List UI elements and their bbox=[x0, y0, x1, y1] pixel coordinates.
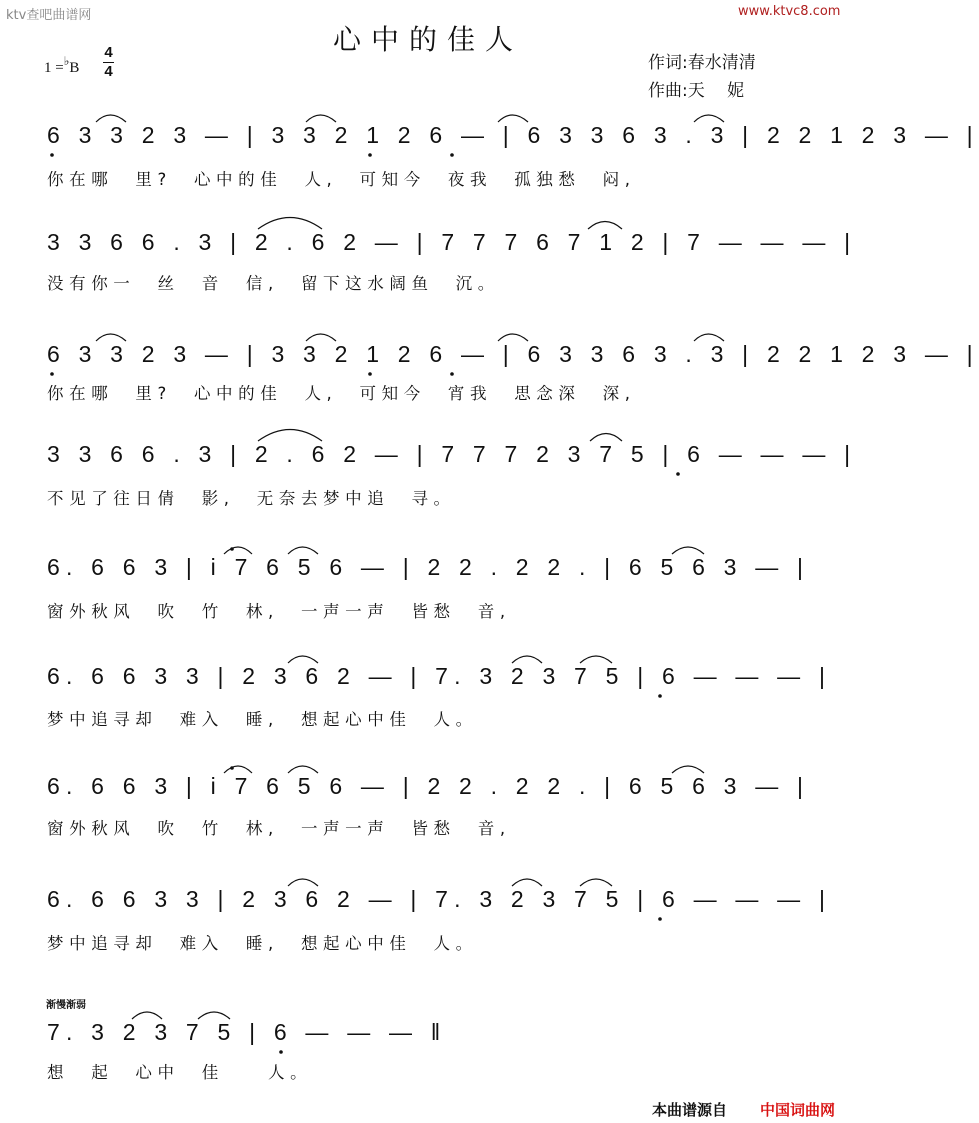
slur bbox=[590, 434, 622, 442]
system-3-notes: 6 3 3 2 3 — | 3 3 2 1 2 6 — | 6 3 3 6 3 . 3 | 2 2 1 2 3 — | bbox=[47, 341, 979, 367]
system-8-notes: 6. 6 6 3 3 | 2 3 6 2 — | 7. 3 2 3 7 5 | 6 — — — | bbox=[47, 886, 832, 912]
system-2-notes: 3 3 6 6 . 3 | 2 . 6 2 — | 7 7 7 6 7 1 2 | 7 — — — | bbox=[47, 229, 857, 255]
slur bbox=[588, 222, 622, 230]
system-4-notes: 3 3 6 6 . 3 | 2 . 6 2 — | 7 7 7 2 3 7 5 | 6 — — — | bbox=[47, 441, 857, 467]
system-5-notes: 6. 6 6 3 | i 7 6 5 6 — | 2 2 . 2 2 . | 6 5 6 3 — | bbox=[47, 554, 810, 580]
octave-dot bbox=[230, 547, 234, 551]
slur bbox=[258, 430, 322, 442]
key-note: B bbox=[69, 60, 80, 76]
octave-dot bbox=[658, 917, 662, 921]
slur bbox=[96, 334, 126, 341]
octave-dot bbox=[658, 694, 662, 698]
slur bbox=[132, 1012, 162, 1019]
watermark-right: www.ktvc8.com bbox=[738, 4, 841, 19]
slur bbox=[198, 1012, 230, 1019]
slur bbox=[672, 766, 704, 773]
expression-mark: 渐慢渐弱 bbox=[46, 1000, 86, 1011]
slur bbox=[306, 115, 336, 122]
octave-dot bbox=[279, 1050, 283, 1054]
flat-sign: ♭ bbox=[63, 54, 70, 68]
slur bbox=[288, 547, 318, 554]
meter-top: 4 bbox=[104, 44, 113, 61]
slur bbox=[96, 115, 126, 122]
footer-source-label: 本曲谱源自 bbox=[652, 1101, 728, 1119]
footer-site-link[interactable]: 中国词曲网 bbox=[760, 1101, 836, 1119]
octave-dot bbox=[50, 153, 54, 157]
slur bbox=[306, 334, 336, 341]
system-1-lyrics: 你在哪 里? 心中的佳 人, 可知今 夜我 孤独愁 闷, bbox=[47, 170, 636, 189]
slur bbox=[512, 656, 542, 663]
watermark-left: ktv查吧曲谱网 bbox=[6, 8, 92, 23]
system-3-lyrics: 你在哪 里? 心中的佳 人, 可知今 宵我 思念深 深, bbox=[47, 384, 636, 403]
octave-dot bbox=[230, 766, 234, 770]
system-7-lyrics: 窗外秋风 吹 竹 林, 一声一声 皆愁 音, bbox=[47, 819, 511, 838]
octave-dot bbox=[50, 372, 54, 376]
slur bbox=[288, 656, 318, 663]
slur bbox=[288, 879, 318, 886]
system-6-lyrics: 梦中追寻却 难入 睡, 想起心中佳 人。 bbox=[47, 710, 478, 729]
slur bbox=[694, 334, 724, 341]
song-title: 心中的佳人 bbox=[332, 23, 523, 56]
composer-credit: 作曲:天 妮 bbox=[648, 81, 745, 101]
slur bbox=[694, 115, 724, 122]
system-9-lyrics: 想 起 心中 佳 人。 bbox=[47, 1063, 313, 1082]
octave-dot bbox=[450, 153, 454, 157]
octave-dot bbox=[368, 372, 372, 376]
slur bbox=[498, 334, 528, 341]
slur bbox=[580, 879, 612, 886]
slur bbox=[224, 547, 252, 554]
slur bbox=[258, 218, 322, 230]
slur bbox=[288, 766, 318, 773]
system-9-notes: 7. 3 2 3 7 5 | 6 — — — ‖ bbox=[47, 1019, 447, 1045]
system-4-lyrics: 不见了往日倩 影, 无奈去梦中追 寻。 bbox=[47, 489, 456, 508]
system-7-notes: 6. 6 6 3 | i 7 6 5 6 — | 2 2 . 2 2 . | 6 5 6 3 — | bbox=[47, 773, 810, 799]
slur bbox=[672, 547, 704, 554]
octave-dot bbox=[450, 372, 454, 376]
system-5-lyrics: 窗外秋风 吹 竹 林, 一声一声 皆愁 音, bbox=[47, 602, 511, 621]
key-prefix: 1 = bbox=[44, 60, 64, 76]
slur bbox=[498, 115, 528, 122]
meter-bottom: 4 bbox=[104, 63, 113, 80]
lyricist-credit: 作词:春水清清 bbox=[648, 53, 756, 73]
slur bbox=[512, 879, 542, 886]
system-8-lyrics: 梦中追寻却 难入 睡, 想起心中佳 人。 bbox=[47, 934, 478, 953]
slur bbox=[580, 656, 612, 663]
octave-dot bbox=[368, 153, 372, 157]
system-2-lyrics: 没有你一 丝 音 信, 留下这水阔鱼 沉。 bbox=[47, 274, 500, 293]
slur bbox=[224, 766, 252, 773]
octave-dot bbox=[676, 472, 680, 476]
system-1-notes: 6 3 3 2 3 — | 3 3 2 1 2 6 — | 6 3 3 6 3 . 3 | 2 2 1 2 3 — | bbox=[47, 122, 979, 148]
system-6-notes: 6. 6 6 3 3 | 2 3 6 2 — | 7. 3 2 3 7 5 | 6 — — — | bbox=[47, 663, 832, 689]
